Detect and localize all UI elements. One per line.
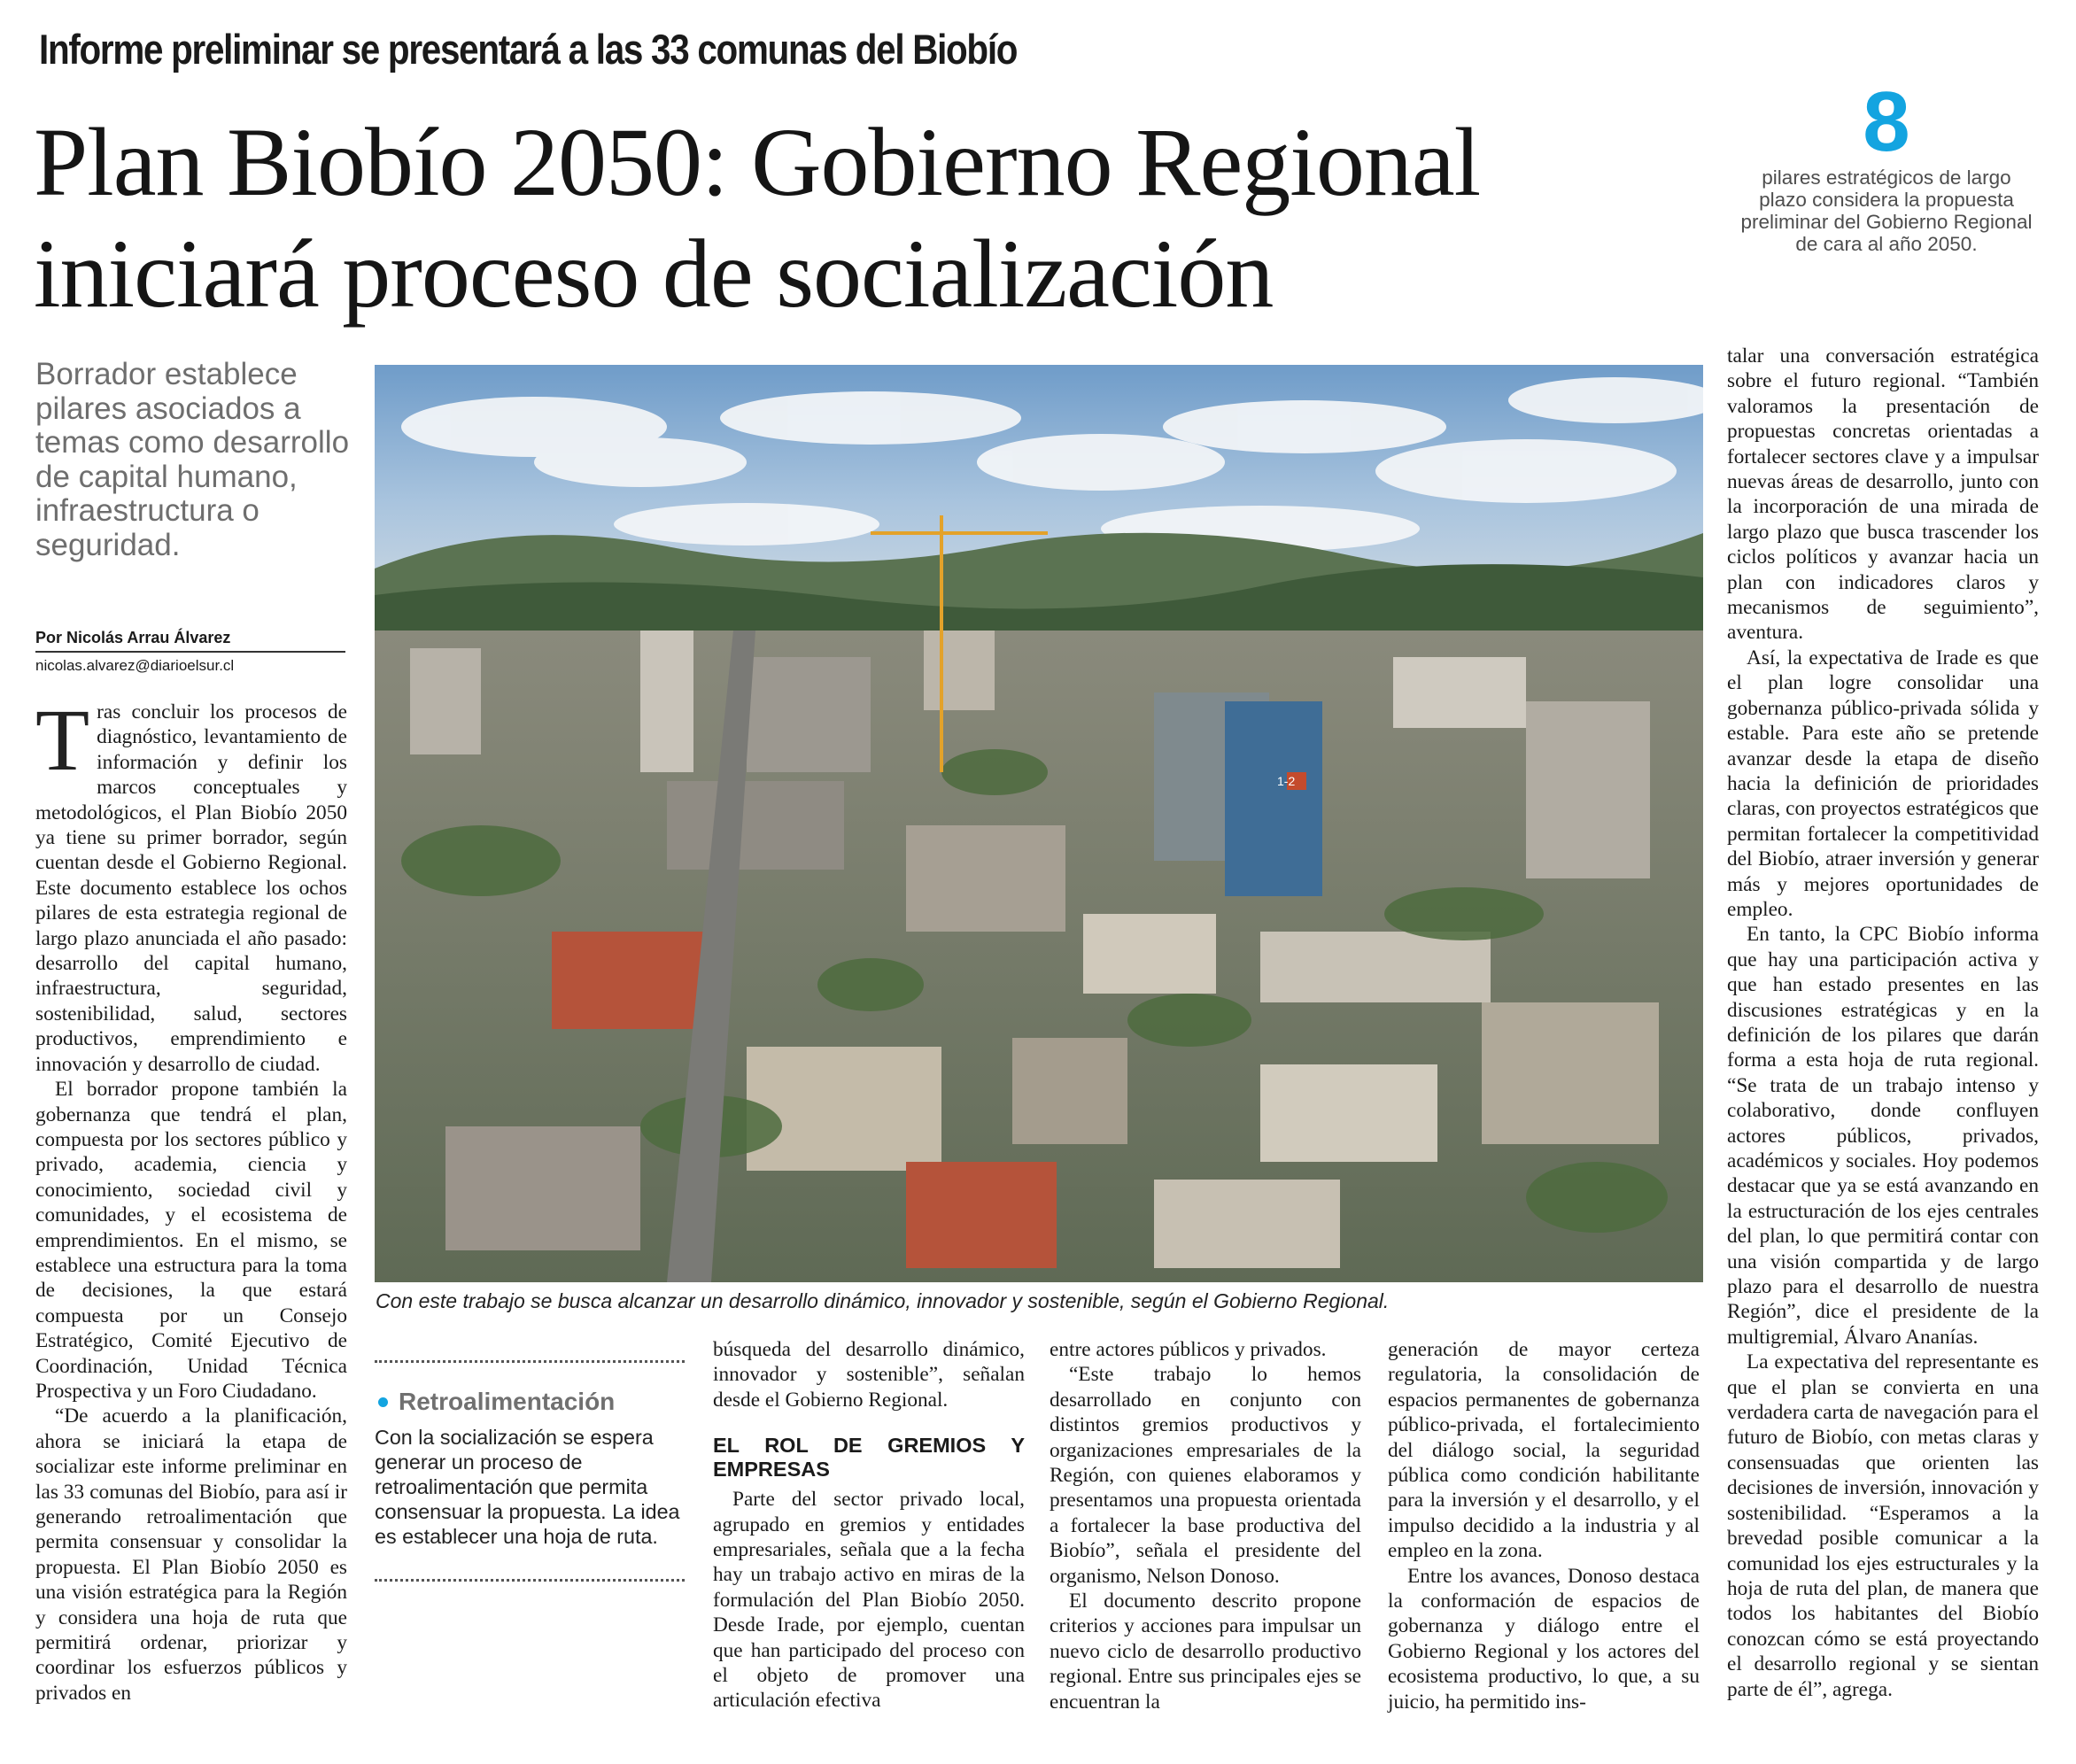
- headline: [34, 106, 1716, 329]
- divider: [375, 1579, 685, 1582]
- byline-author: Por Nicolás Arrau Álvarez: [35, 629, 345, 653]
- city-photo-illustration: [375, 365, 1703, 1282]
- sidebar-body: Con la socialización se espera generar un proceso de retroalimentación que permita consensuar la propuesta. La idea es establecer una hoja de ruta.: [375, 1426, 680, 1548]
- article-paragraph: Así, la expectativa de Irade es que el plan logre consolidar una gobernanza público-privada sólida y estable. Para este año se pretende avanzar desde la etapa de diseño hacia la definición de prioridades claras, con proyectos estratégicos que permitan fortalecer la competitividad del Biobío, atraer inversión y generar más y mejores oportunidades de empleo.: [1727, 646, 2039, 921]
- article-paragraph: talar una conversación estratégica sobre el futuro regional. “También valoramos la presentación de propuestas concretas orientadas a fortalecer sectores clave y a impulsar nuevas áreas de desarrollo, junto con la incorporación de una mirada de largo plazo que busca trascender los ciclos políticos y avanzar hacia un plan con indicadores claros y mecanismos de seguimiento”, aventura.: [1727, 344, 2039, 645]
- headline-line-1: Plan Biobío 2050: Gobierno Regional: [34, 108, 1481, 216]
- city-aerial-photo: [375, 365, 1703, 1282]
- article-column-6: [1727, 344, 2039, 1702]
- building-sign: 1-2: [1277, 774, 1296, 788]
- article-paragraph: generación de mayor certeza regulatoria, la consolidación de espacios permanentes de gobernanza público-privada, el fortalecimiento del diálogo social, la seguridad pública como condición habilitante para la inversión y el desarrollo, y el impulso decidido a la industria y al empleo en la zona.: [1388, 1338, 1700, 1563]
- article-paragraph: Parte del sector privado local, agrupado en gremios y entidades empresariales, señala que a la fecha hay un trabajo activo en miras de la formulación del Plan Biobío 2050. Desde Irade, por ejemplo, cuentan que han participado del proceso con el objeto de promover una articulación efectiva: [713, 1488, 1025, 1713]
- stat-box: [1736, 74, 2037, 255]
- stat-text: pilares estratégicos de largo plazo considera la propuesta preliminar del Gobierno Regional de cara al año 2050.: [1740, 166, 2033, 255]
- stat-number: 8: [1863, 74, 1910, 169]
- sidebar-title-text: Retroalimentación: [399, 1388, 616, 1415]
- article-paragraph: “De acuerdo a la planificación, ahora se iniciará la etapa de socializar este informe preliminar en las 33 comunas del Biobío, para así ir generando retroalimentación que permita consensuar y consolidar la propuesta. El Plan Biobío 2050 es una visión estratégica para la Región y considera una hoja de ruta que permitirá ordenar, priorizar y coordinar los esfuerzos públicos y privados en: [35, 1404, 347, 1705]
- byline: [35, 629, 345, 675]
- article-paragraph: El borrador propone también la gobernanza que tendrá el plan, compuesta por los sectores público y privado, academia, ciencia y conocimiento, sociedad civil y comunidades, y el ecosistema de emprendimientos. En el mismo, se establece una estructura para la toma de decisiones, la que estará compuesta por un Consejo Estratégico, Comité Ejecutivo de Coordinación, Unidad Técnica Prospectiva y un Foro Ciudadano.: [35, 1078, 347, 1403]
- article-paragraph: entre actores públicos y privados.: [1050, 1338, 1327, 1361]
- sidebar-title: [375, 1388, 685, 1416]
- article-column-3: [713, 1337, 1025, 1714]
- article-paragraph: La expectativa del representante es que el plan se convierta en una verdadera carta de navegación para el futuro de Biobío, con metas claras y consensuadas que orienten las decisiones de inversión, innovación y sostenibilidad. “Esperamos a la brevedad posible comunicar a la comunidad los ejes estructurales y la hoja de ruta del plan, de manera que todos los habitantes del Biobío conozcan cómo se está proyectando el desarrollo regional y se sientan parte de él”, agrega.: [1727, 1350, 2039, 1701]
- article-paragraph: Tras concluir los procesos de diagnóstico, levantamiento de información y definir los marcos conceptuales y metodológicos, el Plan Biobío 2050 ya tiene su primer borrador, según cuentan desde el Gobierno Regional. Este documento establece los ochos pilares de esta estrategia regional de largo plazo anunciada el año pasado: desarrollo del capital humano, infraestructura, seguridad, sostenibilidad, salud, sectores productivos, emprendimiento e innovación y desarrollo de ciudad.: [35, 691, 347, 1076]
- divider: [375, 1360, 685, 1363]
- bullet-icon: [378, 1397, 388, 1407]
- article-paragraph: En tanto, la CPC Biobío informa que hay una participación activa y que han estado presentes en las discusiones estratégicas y en la definición de los pilares que darán forma a esta hoja de ruta regional. “Se trata de un trabajo intenso y colaborativo, donde confluyen actores públicos, privados, académicos y sociales. Hoy podemos destacar que ya se está avanzando en la estructuración de los ejes centrales del plan, lo que permitirá contar con una visión compartida y de largo plazo para el desarrollo de nuestra Región”, dice el presidente de la multigremial, Álvaro Ananías.: [1727, 923, 2039, 1349]
- article-column-4: [1050, 1337, 1361, 1714]
- article-column-1: [35, 691, 347, 1706]
- article-paragraph: búsqueda del desarrollo dinámico, innovador y sostenible”, señalan desde el Gobierno Regional.: [713, 1338, 1025, 1412]
- dropcap: T: [35, 691, 90, 789]
- headline-line-2: iniciará proceso de socialización: [34, 220, 1274, 328]
- article-paragraph: El documento descrito propone criterios y acciones para impulsar un nuevo ciclo de desarrollo productivo regional. Entre sus principales ejes se encuentran la: [1050, 1590, 1361, 1714]
- sidebar-box: [375, 1360, 685, 1582]
- article-paragraph: “Este trabajo lo hemos desarrollado en conjunto con distintos gremios productivos y organizaciones empresariales de la Región, con quienes elaboramos y presentamos una propuesta orientada a fortalecer la base productiva del Biobío”, señala el presidente del organismo, Nelson Donoso.: [1050, 1363, 1361, 1588]
- kicker: Informe preliminar se presentará a las 33 comunas del Biobío: [39, 26, 1018, 73]
- byline-email: nicolas.alvarez@diarioelsur.cl: [35, 657, 235, 674]
- deck: Borrador establece pilares asociados a temas como desarrollo de capital humano, infraestructura o seguridad.: [35, 357, 350, 562]
- photo-caption: Con este trabajo se busca alcanzar un desarrollo dinámico, innovador y sostenible, según el Gobierno Regional.: [376, 1289, 1390, 1312]
- article-column-5: [1388, 1337, 1700, 1714]
- article-paragraph: Entre los avances, Donoso destaca la conformación de espacios de gobernanza y diálogo entre el Gobierno Regional y los actores del ecosistema productivo, lo que, a su juicio, ha permitido ins-: [1388, 1564, 1700, 1714]
- section-subhead: EL ROL DE GREMIOS Y EMPRESAS: [713, 1434, 1025, 1482]
